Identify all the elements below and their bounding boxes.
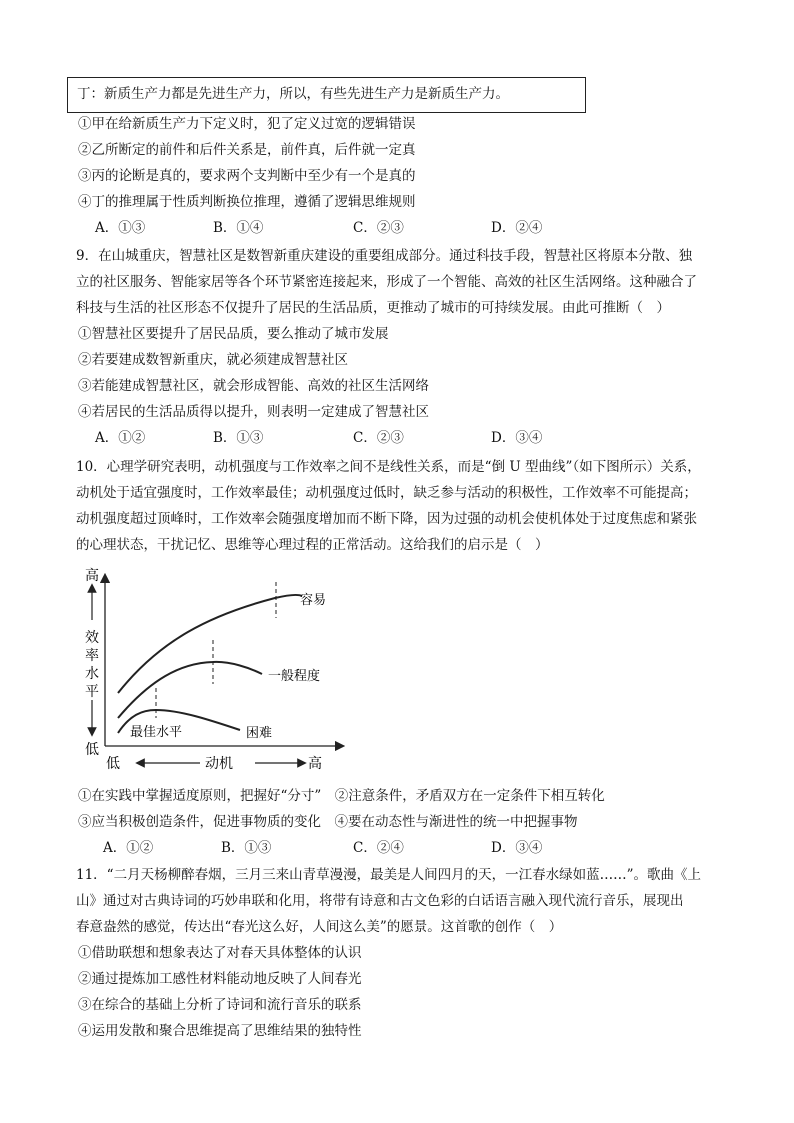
q9-option-c[interactable]: C．②③ xyxy=(353,430,404,446)
q10-option-c[interactable]: C．②④ xyxy=(353,840,404,856)
q10-stem-1: 10．心理学研究表明，动机强度与工作效率之间不是线性关系，而是“倒 U 型曲线”（如下图所示）关系， xyxy=(76,459,701,475)
y-label-char-2: 率 xyxy=(85,648,99,664)
y-label-char-1: 效 xyxy=(85,630,99,646)
q8-statement-1: ①甲在给新质生产力下定义时，犯了定义过宽的逻辑错误 xyxy=(78,116,416,132)
q11-statement-1: ①借助联想和想象表达了对春天具体整体的认识 xyxy=(78,945,362,961)
q10-option-a[interactable]: A．①② xyxy=(103,840,154,856)
q10-stem-4: 的心理状态，干扰记忆、思维等心理过程的正常活动。这给我们的启示是（ ） xyxy=(76,537,549,553)
q11-statement-4: ④运用发散和聚合思维提高了思维结果的独特性 xyxy=(78,1023,362,1039)
x-axis-label: 动机 xyxy=(205,756,233,772)
q8-option-d[interactable]: D．②④ xyxy=(491,220,543,236)
q8-option-b[interactable]: B．①④ xyxy=(213,220,264,236)
motivation-efficiency-figure xyxy=(70,560,360,775)
optimal-level-label: 最佳水平 xyxy=(130,725,183,740)
q8-option-c[interactable]: C．②③ xyxy=(353,220,404,236)
q8-statement-4: ④丁的推理属于性质判断换位推理，遵循了逻辑思维规则 xyxy=(78,194,416,210)
curve-medium-label: 一般程度 xyxy=(268,669,321,684)
q9-statement-3: ③若能建成智慧社区，就会形成智能、高效的社区生活网络 xyxy=(78,378,429,394)
q8-statement-3: ③丙的论断是真的，要求两个支判断中至少有一个是真的 xyxy=(78,168,416,184)
q9-stem-2: 立的社区服务、智能家居等各个环节紧密连接起来，形成了一个智能、高效的社区生活网络。这种融合了 xyxy=(76,274,697,290)
q8-option-a[interactable]: A．①③ xyxy=(95,220,146,236)
q11-stem-1: 11．“二月天杨柳醉春烟，三月三来山青草漫漫，最美是人间四月的天，一江春水绿如蓝……”。歌曲《上 xyxy=(76,867,701,883)
curve-medium xyxy=(118,662,262,718)
q10-statements-1: ①在实践中掌握适度原则，把握好“分寸” ②注意条件，矛盾双方在一定条件下相互转化 xyxy=(78,788,605,804)
q9-statement-1: ①智慧社区要提升了居民品质，要么推动了城市发展 xyxy=(78,326,389,342)
y-top-label: 高 xyxy=(85,568,99,584)
x-left-label: 低 xyxy=(106,756,120,772)
ding-statement-box xyxy=(67,77,586,113)
q10-statements-2: ③应当积极创造条件，促进事物质的变化 ④要在动态性与渐进性的统一中把握事物 xyxy=(78,814,578,830)
q9-stem-1: 9．在山城重庆，智慧社区是数智新重庆建设的重要组成部分。通过科技手段，智慧社区将原本分散、独 xyxy=(76,248,693,264)
q11-statement-3: ③在综合的基础上分析了诗词和流行音乐的联系 xyxy=(78,997,362,1013)
q11-stem-2: 山》通过对古典诗词的巧妙串联和化用，将带有诗意和古文色彩的白话语言融入现代流行音乐，展现出 xyxy=(76,893,684,909)
q9-option-a[interactable]: A．①② xyxy=(95,430,146,446)
ding-statement: 丁：新质生产力都是先进生产力，所以，有些先进生产力是新质生产力。 xyxy=(77,86,509,102)
curve-hard-label: 困难 xyxy=(246,726,273,741)
q9-statement-4: ④若居民的生活品质得以提升，则表明一定建成了智慧社区 xyxy=(78,404,429,420)
q9-option-b[interactable]: B．①③ xyxy=(213,430,264,446)
q9-stem-3: 科技与生活的社区形态不仅提升了居民的生活品质，更推动了城市的可持续发展。由此可推断（ ） xyxy=(76,300,670,316)
q9-option-d[interactable]: D．③④ xyxy=(491,430,543,446)
y-label-char-4: 平 xyxy=(85,684,99,700)
q8-statement-2: ②乙所断定的前件和后件关系是，前件真，后件就一定真 xyxy=(78,142,416,158)
q10-stem-3: 动机强度超过顶峰时，工作效率会随强度增加而不断下降，因为过强的动机会使机体处于过度焦虑和紧张 xyxy=(76,511,697,527)
q10-stem-2: 动机处于适宜强度时，工作效率最佳；动机强度过低时，缺乏参与活动的积极性，工作效率不可能提高； xyxy=(76,485,697,501)
q10-option-b[interactable]: B．①③ xyxy=(221,840,272,856)
q11-stem-3: 春意盎然的感觉，传达出“春光这么好，人间这么美”的愿景。这首歌的创作（ ） xyxy=(76,919,563,935)
x-right-label: 高 xyxy=(308,756,322,772)
y-bottom-label: 低 xyxy=(85,742,99,758)
q10-option-d[interactable]: D．③④ xyxy=(491,840,543,856)
q11-statement-2: ②通过提炼加工感性材料能动地反映了人间春光 xyxy=(78,971,362,987)
q9-statement-2: ②若要建成数智新重庆，就必须建成智慧社区 xyxy=(78,352,348,368)
y-label-char-3: 水 xyxy=(85,666,99,682)
curve-easy-label: 容易 xyxy=(300,593,327,608)
